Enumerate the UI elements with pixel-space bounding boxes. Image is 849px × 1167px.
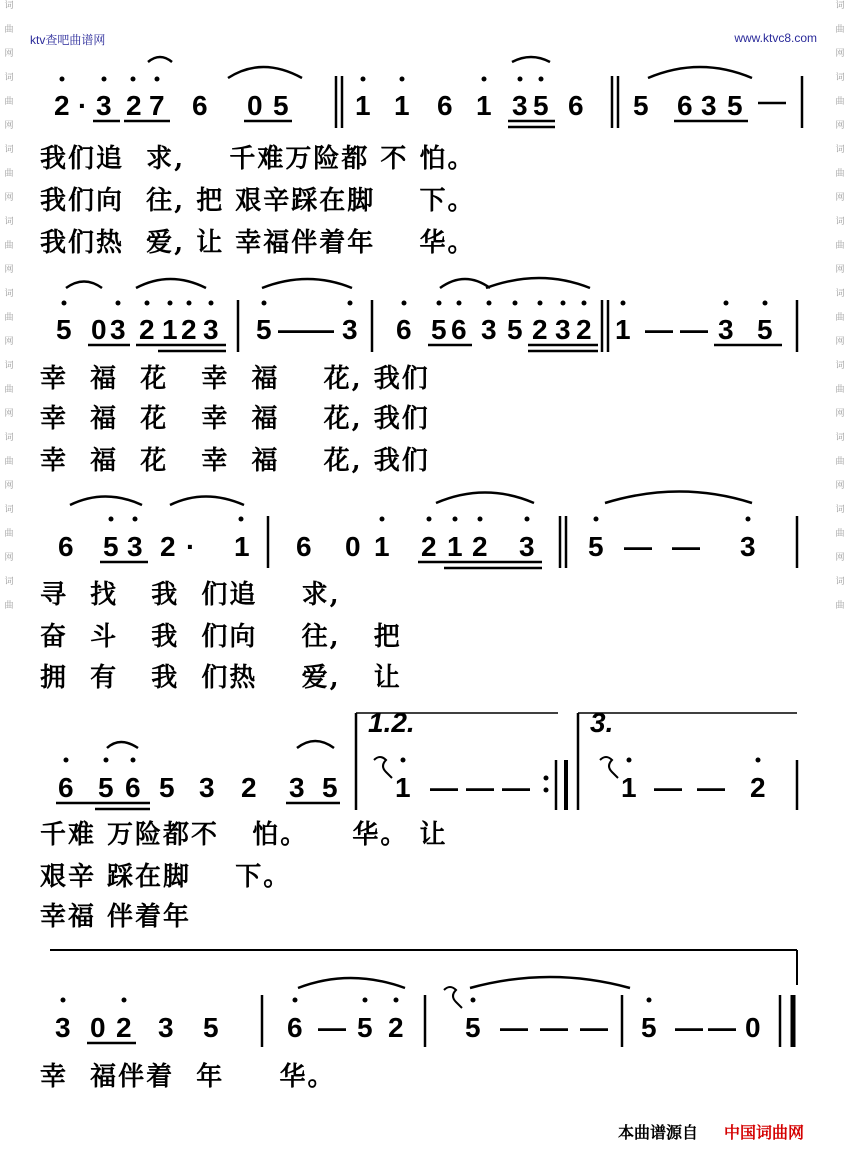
svg-text:6: 6 bbox=[58, 772, 74, 803]
watermark-char: 词 bbox=[4, 289, 14, 299]
watermark-char: 网 bbox=[4, 409, 14, 419]
svg-text:5: 5 bbox=[588, 531, 604, 562]
svg-text:5: 5 bbox=[507, 314, 523, 345]
watermark-char: 词 bbox=[4, 1, 14, 11]
svg-text:1: 1 bbox=[234, 531, 250, 562]
system-2-notes bbox=[56, 314, 773, 345]
header-left-site: ktv查吧曲谱网 bbox=[30, 33, 106, 47]
watermark-char: 曲 bbox=[835, 457, 845, 467]
watermark-char: 词 bbox=[835, 505, 845, 515]
watermark-char: 曲 bbox=[4, 529, 14, 539]
watermark-char: 词 bbox=[4, 433, 14, 443]
system-3-notes bbox=[58, 531, 756, 562]
watermark-char: 网 bbox=[835, 481, 845, 491]
svg-text:5: 5 bbox=[641, 1012, 657, 1043]
svg-text:1: 1 bbox=[374, 531, 390, 562]
lyric-4-verse-1: 千难 万险都不 怕。 华。 让 bbox=[40, 820, 448, 850]
svg-text:1: 1 bbox=[394, 90, 410, 121]
svg-text:1: 1 bbox=[355, 90, 371, 121]
svg-text:—: — bbox=[680, 314, 708, 345]
svg-text:3: 3 bbox=[127, 531, 143, 562]
watermark-char: 曲 bbox=[4, 385, 14, 395]
watermark-char: 网 bbox=[835, 121, 845, 131]
svg-text:2: 2 bbox=[421, 531, 437, 562]
watermark-char: 网 bbox=[4, 481, 14, 491]
watermark-char: 词 bbox=[4, 145, 14, 155]
svg-text:—: — bbox=[502, 772, 530, 803]
svg-text:5: 5 bbox=[98, 772, 114, 803]
svg-text:·: · bbox=[186, 531, 196, 562]
svg-text:2: 2 bbox=[116, 1012, 132, 1043]
watermark-char: 网 bbox=[4, 265, 14, 275]
watermark-char: 网 bbox=[835, 337, 845, 347]
svg-text:3: 3 bbox=[342, 314, 358, 345]
svg-text:2: 2 bbox=[160, 531, 176, 562]
svg-text:3: 3 bbox=[55, 1012, 71, 1043]
svg-text:6: 6 bbox=[437, 90, 453, 121]
svg-text:6: 6 bbox=[568, 90, 584, 121]
lyric-5-verse-1: 幸 福伴着 年 华。 bbox=[40, 1062, 336, 1092]
watermark-char: 曲 bbox=[835, 601, 845, 611]
volta-1-label: 1.2. bbox=[368, 707, 415, 738]
watermark-char: 词 bbox=[4, 217, 14, 227]
lyric-4-verse-3: 幸福 伴着年 bbox=[40, 902, 192, 932]
svg-text:—: — bbox=[306, 314, 334, 345]
svg-text:2: 2 bbox=[750, 772, 766, 803]
svg-text:6: 6 bbox=[287, 1012, 303, 1043]
system-5-dots bbox=[61, 998, 652, 1003]
lyric-3-verse-1: 寻 找 我 们追 求, bbox=[40, 580, 341, 610]
watermark-char: 曲 bbox=[4, 241, 14, 251]
volta-2-label: 3. bbox=[590, 707, 614, 738]
svg-text:5: 5 bbox=[533, 90, 549, 121]
svg-text:3: 3 bbox=[481, 314, 497, 345]
watermark-char: 网 bbox=[4, 553, 14, 563]
system-2-dots bbox=[62, 301, 768, 306]
svg-text:2: 2 bbox=[54, 90, 70, 121]
svg-text:—: — bbox=[430, 772, 458, 803]
svg-text:5: 5 bbox=[431, 314, 447, 345]
svg-text:2: 2 bbox=[532, 314, 548, 345]
svg-text:6: 6 bbox=[677, 90, 693, 121]
svg-text:0: 0 bbox=[345, 531, 361, 562]
header-right-site: www.ktvc8.com bbox=[734, 31, 817, 45]
svg-text:3: 3 bbox=[110, 314, 126, 345]
svg-text:2: 2 bbox=[388, 1012, 404, 1043]
svg-text:0: 0 bbox=[247, 90, 263, 121]
svg-text:6: 6 bbox=[125, 772, 141, 803]
lyric-2-verse-3: 幸 福 花 幸 福 花, 我们 bbox=[40, 446, 430, 476]
svg-text:5: 5 bbox=[727, 90, 743, 121]
svg-text:1: 1 bbox=[447, 531, 463, 562]
lyric-3-verse-3: 拥 有 我 们热 爱, 让 bbox=[40, 663, 402, 693]
watermark-char: 曲 bbox=[4, 25, 14, 35]
watermark-char: 网 bbox=[835, 193, 845, 203]
lyric-1-verse-1: 我们追 求, 千难万险都 不 怕。 bbox=[40, 144, 476, 174]
svg-text:3: 3 bbox=[512, 90, 528, 121]
system-5-notes bbox=[55, 1012, 761, 1043]
svg-text:3: 3 bbox=[519, 531, 535, 562]
system-1-notes bbox=[54, 90, 743, 121]
svg-text:6: 6 bbox=[396, 314, 412, 345]
svg-text:—: — bbox=[645, 314, 673, 345]
svg-text:—: — bbox=[697, 772, 725, 803]
watermark-char: 曲 bbox=[4, 169, 14, 179]
watermark-char: 网 bbox=[835, 553, 845, 563]
lyric-1-verse-2: 我们向 往, 把 艰辛踩在脚 下。 bbox=[40, 186, 476, 216]
svg-text:6: 6 bbox=[58, 531, 74, 562]
lyric-2-verse-1: 幸 福 花 幸 福 花, 我们 bbox=[40, 364, 430, 394]
svg-text:6: 6 bbox=[451, 314, 467, 345]
watermark-char: 词 bbox=[835, 433, 845, 443]
svg-text:—: — bbox=[654, 772, 682, 803]
svg-text:—: — bbox=[466, 772, 494, 803]
svg-text:3: 3 bbox=[740, 531, 756, 562]
svg-text:3: 3 bbox=[701, 90, 717, 121]
svg-text:1: 1 bbox=[615, 314, 631, 345]
system-4-notes bbox=[58, 772, 766, 803]
svg-text:3: 3 bbox=[158, 1012, 174, 1043]
svg-text:5: 5 bbox=[757, 314, 773, 345]
svg-text:1: 1 bbox=[476, 90, 492, 121]
svg-text:—: — bbox=[500, 1012, 528, 1043]
svg-text:5: 5 bbox=[357, 1012, 373, 1043]
watermark-char: 曲 bbox=[835, 529, 845, 539]
svg-text:3: 3 bbox=[555, 314, 571, 345]
watermark-char: 曲 bbox=[4, 313, 14, 323]
svg-text:5: 5 bbox=[159, 772, 175, 803]
svg-text:5: 5 bbox=[465, 1012, 481, 1043]
svg-text:—: — bbox=[624, 531, 652, 562]
system-3-dots bbox=[109, 517, 751, 522]
svg-text:3: 3 bbox=[199, 772, 215, 803]
watermark-char: 曲 bbox=[835, 97, 845, 107]
watermark-char: 词 bbox=[4, 505, 14, 515]
svg-text:—: — bbox=[318, 1012, 346, 1043]
svg-text:2: 2 bbox=[181, 314, 197, 345]
watermark-char: 曲 bbox=[835, 169, 845, 179]
svg-text:5: 5 bbox=[103, 531, 119, 562]
svg-text:·: · bbox=[78, 90, 88, 121]
watermark-char: 词 bbox=[835, 217, 845, 227]
footer-source-label: 本曲谱源自 bbox=[618, 1123, 699, 1142]
svg-text:0: 0 bbox=[90, 1012, 106, 1043]
watermark-char: 词 bbox=[835, 577, 845, 587]
watermark-char: 网 bbox=[4, 193, 14, 203]
svg-text:0: 0 bbox=[91, 314, 107, 345]
svg-text:5: 5 bbox=[322, 772, 338, 803]
svg-text:1: 1 bbox=[621, 772, 637, 803]
svg-text:2: 2 bbox=[576, 314, 592, 345]
watermark-char: 曲 bbox=[4, 97, 14, 107]
svg-text:7: 7 bbox=[149, 90, 165, 121]
svg-text:3: 3 bbox=[289, 772, 305, 803]
lyric-3-verse-2: 奋 斗 我 们向 往, 把 bbox=[40, 622, 402, 652]
watermark-char: 词 bbox=[4, 577, 14, 587]
system-5-lines-top bbox=[50, 950, 797, 985]
svg-text:—: — bbox=[278, 314, 306, 345]
footer-source-site[interactable]: 中国词曲网 bbox=[724, 1123, 805, 1142]
watermark-char: 词 bbox=[835, 145, 845, 155]
svg-text:5: 5 bbox=[56, 314, 72, 345]
svg-text:3: 3 bbox=[718, 314, 734, 345]
watermark-char: 曲 bbox=[4, 601, 14, 611]
lyric-2-verse-2: 幸 福 花 幸 福 花, 我们 bbox=[40, 404, 430, 434]
watermark-char: 词 bbox=[835, 73, 845, 83]
svg-text:2: 2 bbox=[241, 772, 257, 803]
svg-text:—: — bbox=[540, 1012, 568, 1043]
watermark-char: 词 bbox=[835, 289, 845, 299]
watermark-char: 词 bbox=[835, 1, 845, 11]
svg-text:3: 3 bbox=[96, 90, 112, 121]
watermark-char: 网 bbox=[835, 49, 845, 59]
svg-text:0: 0 bbox=[745, 1012, 761, 1043]
svg-text:5: 5 bbox=[633, 90, 649, 121]
svg-text:5: 5 bbox=[273, 90, 289, 121]
svg-text:1: 1 bbox=[395, 772, 411, 803]
watermark-char: 词 bbox=[4, 73, 14, 83]
watermark-char: 网 bbox=[835, 409, 845, 419]
watermark-char: 网 bbox=[835, 265, 845, 275]
lyric-4-verse-2: 艰辛 踩在脚 下。 bbox=[40, 862, 292, 892]
svg-text:5: 5 bbox=[256, 314, 272, 345]
lyric-1-verse-3: 我们热 爱, 让 幸福伴着年 华。 bbox=[40, 228, 476, 258]
svg-text:1: 1 bbox=[162, 314, 178, 345]
svg-text:6: 6 bbox=[296, 531, 312, 562]
svg-text:—: — bbox=[708, 1012, 736, 1043]
watermark-char: 曲 bbox=[4, 457, 14, 467]
watermark-char: 词 bbox=[835, 361, 845, 371]
watermark-char: 网 bbox=[4, 49, 14, 59]
watermark-char: 词 bbox=[4, 361, 14, 371]
svg-text:—: — bbox=[675, 1012, 703, 1043]
svg-text:5: 5 bbox=[203, 1012, 219, 1043]
svg-text:2: 2 bbox=[126, 90, 142, 121]
notes-line-1 bbox=[0, 0, 1, 1]
watermark-char: 曲 bbox=[835, 25, 845, 35]
svg-text:2: 2 bbox=[139, 314, 155, 345]
watermark-char: 曲 bbox=[835, 241, 845, 251]
watermark-char: 网 bbox=[4, 337, 14, 347]
svg-text:2: 2 bbox=[472, 531, 488, 562]
watermark-char: 曲 bbox=[835, 313, 845, 323]
svg-text:—: — bbox=[580, 1012, 608, 1043]
watermark-char: 网 bbox=[4, 121, 14, 131]
svg-text:6: 6 bbox=[192, 90, 208, 121]
svg-text:3: 3 bbox=[203, 314, 219, 345]
svg-text:—: — bbox=[672, 531, 700, 562]
watermark-char: 曲 bbox=[835, 385, 845, 395]
